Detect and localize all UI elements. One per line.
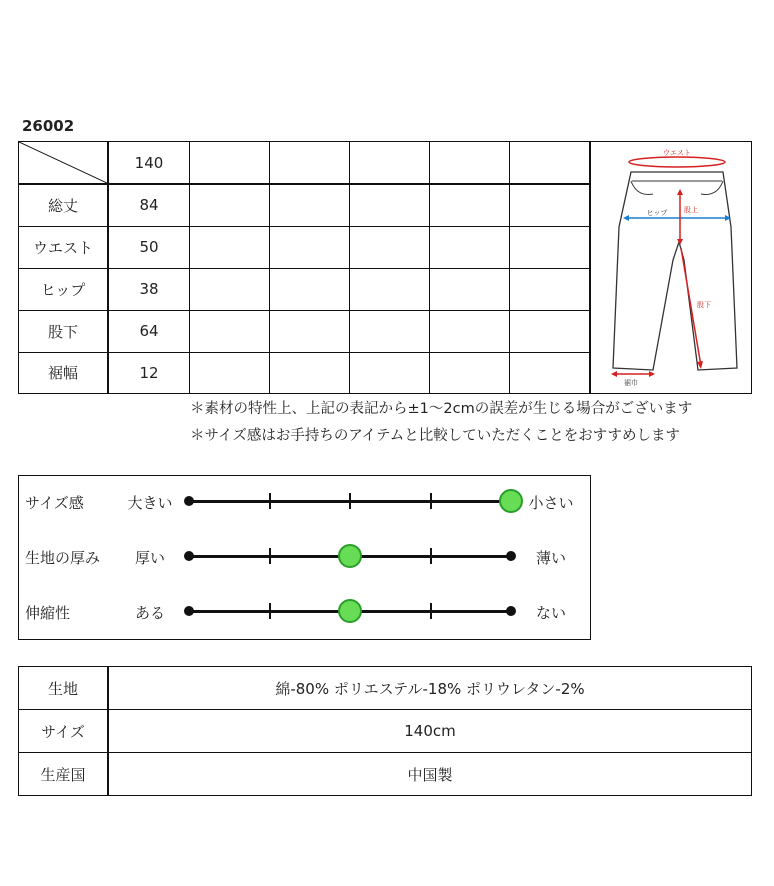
size-row — [19, 268, 590, 310]
empty-cell — [190, 184, 270, 226]
slider-tick — [349, 493, 351, 509]
feel-slider — [189, 500, 511, 503]
spec-label: サイズ — [19, 710, 109, 753]
empty-cell — [510, 352, 590, 393]
note-line: ＊サイズ感はお手持ちのアイテムと比較していただくことをおすすめします — [190, 428, 680, 444]
slider-tick — [430, 548, 432, 564]
spec-value: 中国製 — [108, 753, 752, 796]
row-label: ヒップ — [19, 268, 108, 310]
right-pocket — [701, 181, 723, 194]
empty-cell — [190, 352, 270, 393]
note-line: ＊素材の特性上、上記の表記から±1〜2cmの誤差が生じる場合がございます — [190, 401, 693, 417]
size-grid — [19, 142, 590, 393]
slider-tick — [430, 493, 432, 509]
empty-cell — [350, 184, 430, 226]
size-row — [19, 184, 590, 226]
empty-cell — [510, 268, 590, 310]
row-value: 84 — [108, 184, 190, 226]
slider-marker — [499, 489, 523, 513]
spec-row — [19, 710, 752, 753]
empty-cell — [350, 268, 430, 310]
empty-cell — [350, 352, 430, 393]
empty-cell — [270, 268, 350, 310]
slider-end-dot — [184, 606, 194, 616]
slider-tick — [269, 603, 271, 619]
empty-cell — [350, 226, 430, 268]
slider-tick — [269, 548, 271, 564]
row-value: 64 — [108, 310, 190, 352]
pants-outline — [613, 172, 737, 370]
diagonal-line — [19, 142, 107, 183]
inseam-label: 股下 — [697, 301, 711, 309]
row-value: 12 — [108, 352, 190, 393]
slider-marker — [338, 544, 362, 568]
size-header: 140 — [108, 142, 190, 184]
row-label: 裾幅 — [19, 352, 108, 393]
feel-label: 伸縮性 — [25, 604, 71, 622]
feel-label: 生地の厚み — [25, 549, 101, 567]
slider-marker — [338, 599, 362, 623]
empty-cell — [270, 142, 350, 184]
empty-cell — [430, 268, 510, 310]
corner-cell — [19, 142, 108, 184]
size-row — [19, 352, 590, 393]
empty-cell — [430, 184, 510, 226]
hip-label: ヒップ — [646, 209, 668, 217]
empty-cell — [270, 184, 350, 226]
spec-row — [19, 753, 752, 796]
product-code: 26002 — [22, 117, 75, 135]
empty-cell — [190, 310, 270, 352]
feel-right-label: ない — [535, 604, 566, 622]
feel-right-label: 薄い — [535, 549, 566, 567]
feel-label: サイズ感 — [25, 494, 84, 512]
row-label: ウエスト — [19, 226, 108, 268]
hip-arrow-head-left — [623, 215, 629, 221]
feel-left-label: ある — [134, 604, 165, 622]
size-row — [19, 310, 590, 352]
rise-arrow-head-top — [677, 189, 683, 195]
slider-end-dot — [184, 496, 194, 506]
empty-cell — [350, 310, 430, 352]
empty-cell — [270, 352, 350, 393]
size-header-row — [19, 142, 590, 184]
empty-cell — [510, 184, 590, 226]
empty-cell — [270, 310, 350, 352]
empty-cell — [430, 352, 510, 393]
hem-arrow-head-right — [649, 371, 655, 377]
size-row — [19, 226, 590, 268]
feel-slider — [189, 555, 511, 558]
empty-cell — [510, 142, 590, 184]
size-table — [18, 141, 752, 394]
row-value: 38 — [108, 268, 190, 310]
slider-end-dot — [506, 551, 516, 561]
empty-cell — [430, 226, 510, 268]
pants-diagram — [591, 142, 752, 393]
rise-label: 股上 — [684, 206, 698, 214]
feel-right-label: 小さい — [528, 494, 574, 512]
empty-cell — [430, 310, 510, 352]
slider-end-dot — [184, 551, 194, 561]
feel-slider — [189, 610, 511, 613]
slider-end-dot — [506, 606, 516, 616]
waist-label: ウエスト — [663, 149, 691, 157]
pants-diagram-cell — [590, 142, 752, 393]
slider-tick — [430, 603, 432, 619]
feel-left-label: 大きい — [127, 494, 173, 512]
row-label: 股下 — [19, 310, 108, 352]
row-value: 50 — [108, 226, 190, 268]
empty-cell — [190, 226, 270, 268]
empty-cell — [190, 142, 270, 184]
empty-cell — [510, 226, 590, 268]
empty-cell — [510, 310, 590, 352]
feel-left-label: 厚い — [134, 549, 165, 567]
waist-arrow — [629, 157, 725, 167]
hem-arrow-head-left — [611, 371, 617, 377]
feel-box — [18, 475, 591, 640]
hem-label: 裾巾 — [624, 379, 638, 387]
row-label: 総丈 — [19, 184, 108, 226]
spec-label: 生産国 — [19, 753, 109, 796]
left-pocket — [631, 181, 653, 194]
slider-tick — [269, 493, 271, 509]
spec-label: 生地 — [19, 667, 109, 710]
spec-value: 綿-80% ポリエステル-18% ポリウレタン-2% — [108, 667, 752, 710]
spec-row — [19, 667, 752, 710]
empty-cell — [190, 268, 270, 310]
empty-cell — [430, 142, 510, 184]
empty-cell — [270, 226, 350, 268]
spec-value: 140cm — [108, 710, 752, 753]
empty-cell — [350, 142, 430, 184]
spec-table — [18, 666, 752, 796]
